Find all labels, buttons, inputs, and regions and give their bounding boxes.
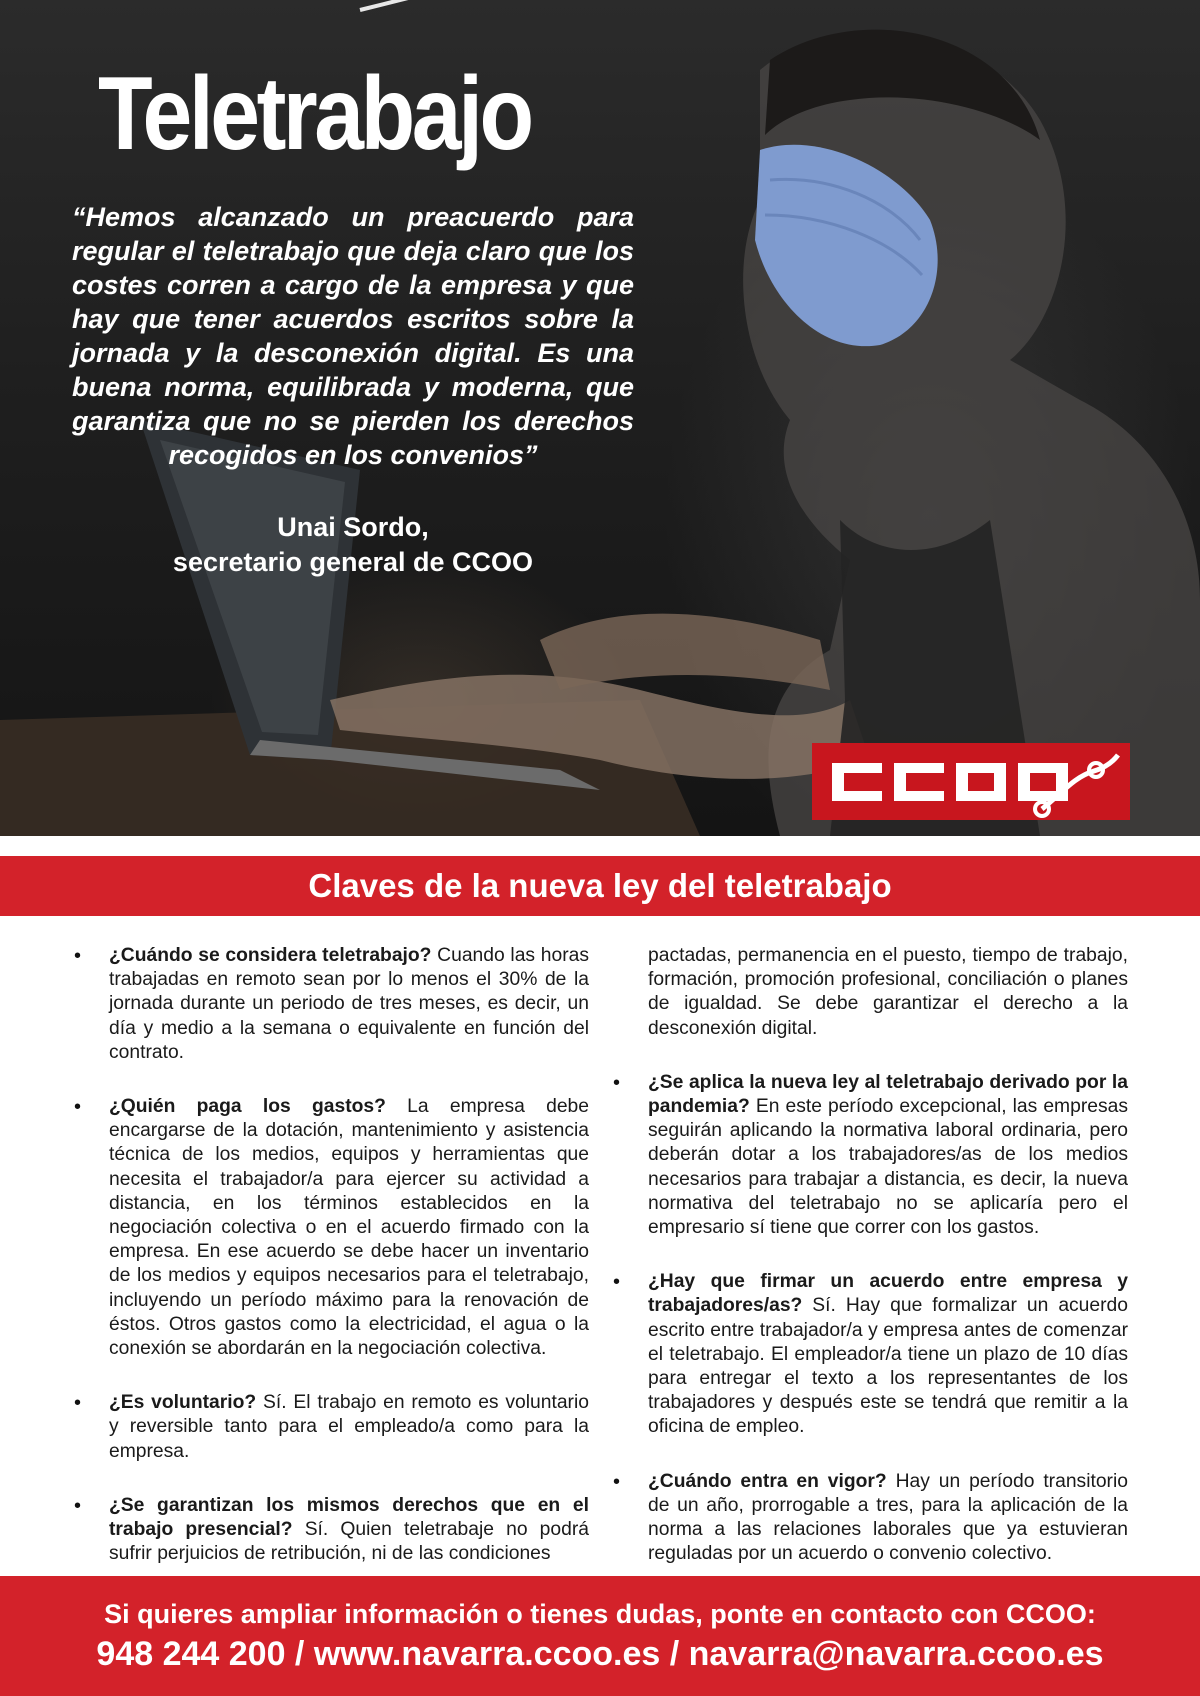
bullet-icon: • xyxy=(74,1392,82,1415)
item-answer: La empresa debe encargarse de la dotación, mantenimiento y asistencia técnica de los medios, equipos y herramientas que necesita el trabajador/a para ejercer su actividad a distancia, en los términos establecidos en la negociación colectiva o en el acuerdo firmado con la empresa. En ese acuerdo se debe hacer un inventario de los medios y equipos necesarios para el teletrabajo, incluyendo un período máximo para la renovación de éstos. Otros gastos como la electricidad, el agua o la conexión se abordarán en la negociación colectiva. xyxy=(109,1096,589,1360)
quote-author xyxy=(72,510,634,580)
item-question: ¿Hay que firmar un acuerdo entre empresa y trabajadores/as? xyxy=(648,1271,1128,1317)
item-answer: Cuando las horas trabajadas en remoto sean por lo menos el 30% de la jornada durante un periodo de tres meses, es decir, un día y medio a la semana o equivalente en función del contrato. xyxy=(109,945,589,1063)
bullet-icon: • xyxy=(74,1096,82,1119)
ccoo-logo-icon xyxy=(812,743,1130,820)
hero-quote: “Hemos alcanzado un preacuerdo para regular el teletrabajo que deja claro que los costes corren a cargo de la empresa y que hay que tener acuerdos escritos sobre la jornada y la desconexión digital. Es una buena norma, equilibrada y moderna, que garantiza que no se pierden los derechos recogidos en los convenios” xyxy=(72,202,634,470)
section-heading: Claves de la nueva ley del teletrabajo xyxy=(0,856,1200,916)
author-name: Unai Sordo, xyxy=(277,512,429,542)
item-question: ¿Cuándo se considera teletrabajo? xyxy=(109,945,432,966)
item-answer: Sí. Quien teletrabaje no podrá sufrir perjuicios de retribución, ni de las condiciones xyxy=(109,1519,589,1565)
author-role: secretario general de CCOO xyxy=(172,547,534,577)
list-item xyxy=(74,1494,589,1567)
list-item xyxy=(613,1470,1128,1567)
item-question: ¿Cuándo entra en vigor? xyxy=(648,1470,887,1492)
item-answer: Sí. El trabajo en remoto es voluntario y reversible tanto para el empleado/a como para la empresa. xyxy=(109,1392,589,1462)
contact-details: 948 244 200 / www.navarra.ccoo.es / navarra@navarra.ccoo.es xyxy=(96,1635,1104,1673)
contact-intro: Si quieres ampliar información o tienes dudas, ponte en contacto con CCOO: xyxy=(104,1599,1096,1629)
ccoo-logo xyxy=(812,743,1130,820)
list-item xyxy=(74,1095,589,1361)
hero-banner xyxy=(0,0,1200,836)
bullet-icon: • xyxy=(613,1271,621,1294)
item-question: ¿Quién paga los gastos? xyxy=(109,1096,386,1118)
keys-column-right xyxy=(613,944,1128,1566)
item-question: ¿Se garantizan los mismos derechos que en el trabajo presencial? xyxy=(109,1494,589,1541)
list-item-continuation xyxy=(648,944,1128,1041)
list-item xyxy=(613,1071,1128,1240)
bullet-icon: • xyxy=(74,945,82,967)
item-answer: Sí. Hay que formalizar un acuerdo escrito entre trabajador/a y empresa antes de comenzar el teletrabajo. El empleador/a tiene un plazo de 10 días para entregar el texto a los representantes de los trabajadores y después este se tendrá que remitir a la oficina de empleo. xyxy=(648,1295,1128,1438)
bullet-icon: • xyxy=(613,1071,621,1094)
item-question: ¿Es voluntario? xyxy=(109,1392,257,1414)
bullet-icon: • xyxy=(613,1470,621,1493)
contact-footer xyxy=(0,1576,1200,1696)
list-item xyxy=(74,1391,589,1464)
keys-column-left xyxy=(74,944,589,1566)
item-answer: En este período excepcional, las empresas seguirán aplicando la normativa laboral ordinaria, pero deberán dotar a los trabajadores/as de los medios necesarios para trabajar a distancia, es decir, la nueva normativa del teletrabajo no se aplicaría pero el empresario sí tiene que correr con los gastos. xyxy=(648,1096,1128,1239)
page-title: Teletrabajo xyxy=(98,56,531,172)
list-item xyxy=(613,1270,1128,1439)
bullet-icon: • xyxy=(74,1494,82,1517)
item-answer: pactadas, permanencia en el puesto, tiempo de trabajo, formación, promoción profesional, conciliación o planes de igualdad. Se debe garantizar el derecho a la desconexión digital. xyxy=(648,945,1128,1039)
list-item xyxy=(74,944,589,1065)
keys-content xyxy=(0,944,1200,1574)
item-question: ¿Se aplica la nueva ley al teletrabajo derivado por la pandemia? xyxy=(648,1071,1128,1118)
item-answer: Hay un período transitorio de un año, prorrogable a tres, para la aplicación de la norma a las relaciones laborales que ya estuvieran reguladas por un acuerdo o convenio colectivo. xyxy=(648,1470,1128,1565)
